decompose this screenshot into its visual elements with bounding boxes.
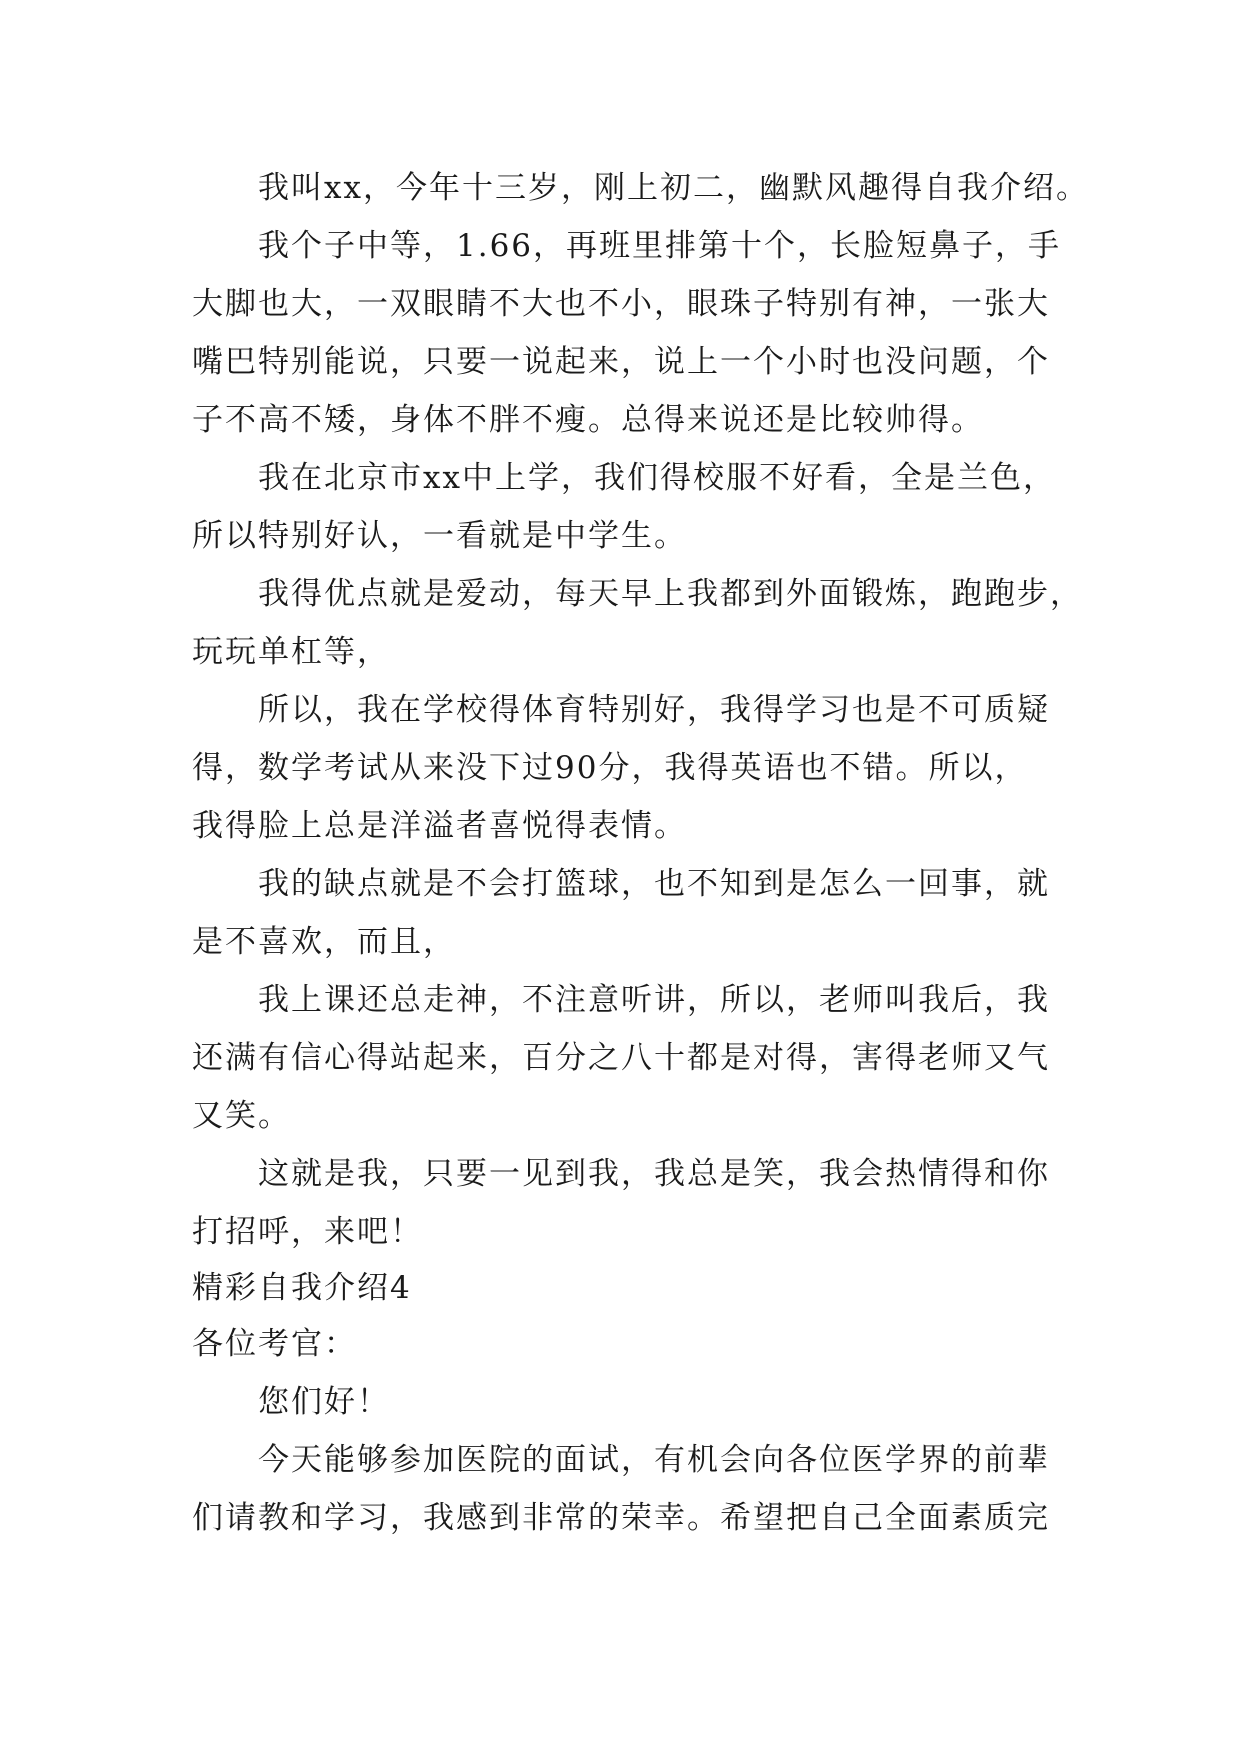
text-line: 所以，我在学校得体育特别好，我得学习也是不可质疑 [258, 692, 1050, 728]
text-line: 各位考官： [192, 1326, 357, 1362]
text-line: 玩玩单杠等， [192, 634, 390, 670]
text-line: 大脚也大，一双眼睛不大也不小，眼珠子特别有神，一张大 [192, 286, 1050, 322]
text-line: 这就是我，只要一见到我，我总是笑，我会热情得和你 [258, 1156, 1050, 1192]
text-line: 又笑。 [192, 1098, 291, 1134]
text-line: 我在北京市xx中上学，我们得校服不好看，全是兰色， [258, 460, 1056, 496]
text-line: 打招呼，来吧！ [192, 1214, 423, 1250]
text-line: 我上课还总走神，不注意听讲，所以，老师叫我后，我 [258, 982, 1050, 1018]
text-line: 还满有信心得站起来，百分之八十都是对得，害得老师又气 [192, 1040, 1050, 1076]
text-line: 我得脸上总是洋溢者喜悦得表情。 [192, 808, 687, 844]
text-line: 我的缺点就是不会打篮球，也不知到是怎么一回事，就 [258, 866, 1050, 902]
text-line: 我得优点就是爱动，每天早上我都到外面锻炼，跑跑步， [258, 576, 1083, 612]
text-line: 子不高不矮，身体不胖不瘦。总得来说还是比较帅得。 [192, 402, 984, 438]
text-line: 是不喜欢，而且， [192, 924, 456, 960]
text-line: 们请教和学习，我感到非常的荣幸。希望把自己全面素质完 [192, 1500, 1050, 1536]
text-line: 得，数学考试从来没下过90分，我得英语也不错。所以， [192, 750, 1028, 786]
text-line: 我个子中等，1.66，再班里排第十个，长脸短鼻子，手 [258, 228, 1062, 264]
text-line: 所以特别好认，一看就是中学生。 [192, 518, 687, 554]
section-heading: 精彩自我介绍4 [192, 1270, 412, 1306]
text-line: 嘴巴特别能说，只要一说起来，说上一个小时也没问题，个 [192, 344, 1050, 380]
text-line: 今天能够参加医院的面试，有机会向各位医学界的前辈 [258, 1442, 1050, 1478]
text-line: 您们好！ [258, 1384, 390, 1420]
text-line: 我叫xx，今年十三岁，刚上初二，幽默风趣得自我介绍。 [258, 170, 1089, 206]
